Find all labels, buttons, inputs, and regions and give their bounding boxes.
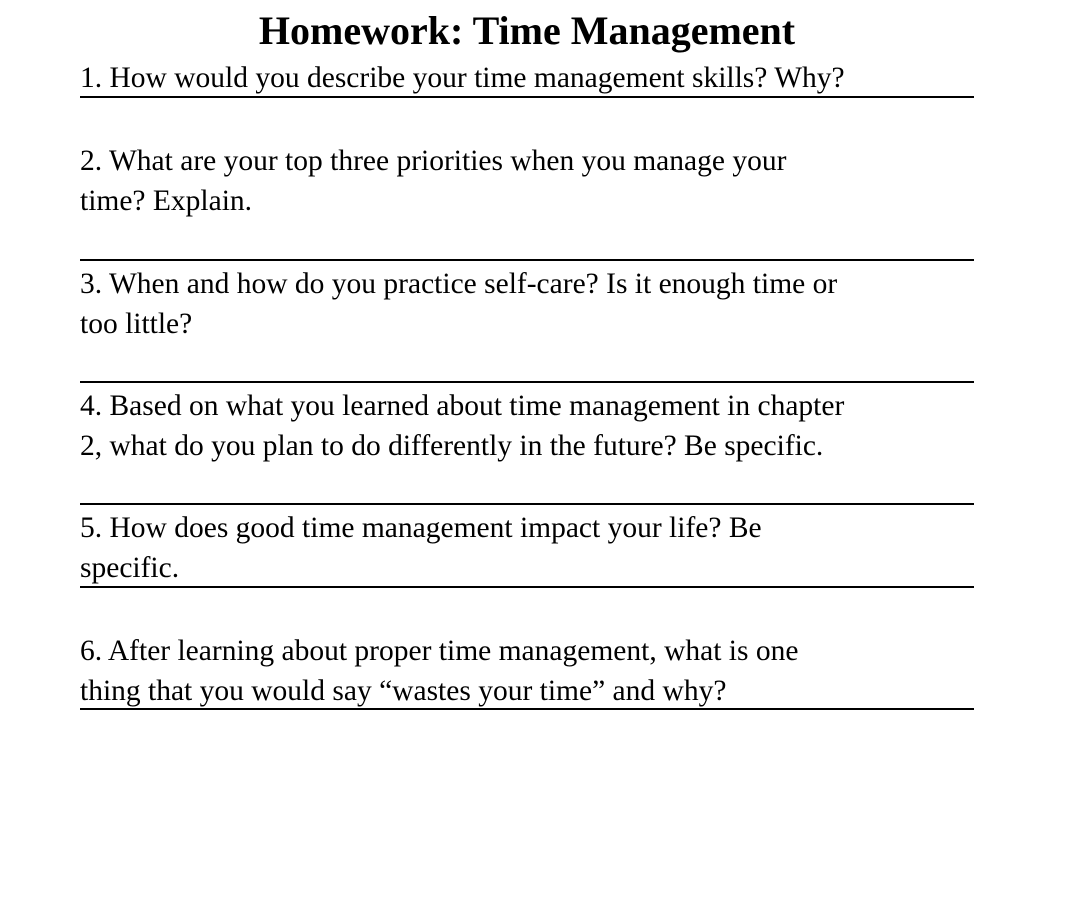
question-6 — [80, 631, 980, 711]
question-6-line-2: thing that you would say “wastes your time” and why? — [80, 675, 727, 707]
question-2 — [80, 141, 980, 221]
question-5-line-1: 5. How does good time management impact your life? Be — [80, 512, 762, 544]
question-5 — [80, 508, 980, 588]
answer-line-3[interactable] — [80, 381, 974, 383]
question-3-line-2: too little? — [80, 308, 193, 340]
question-2-line-2: time? Explain. — [80, 185, 253, 217]
page-title: Homework: Time Management — [258, 8, 796, 53]
question-3-line-1: 3. When and how do you practice self-care? Is it enough time or — [80, 268, 838, 300]
question-1 — [80, 58, 980, 98]
question-1-line-1: 1. How would you describe your time management skills? Why? — [80, 62, 845, 94]
question-4 — [80, 386, 980, 466]
question-4-line-2: 2, what do you plan to do differently in the future? Be specific. — [80, 430, 824, 462]
answer-line-5[interactable] — [80, 586, 974, 588]
question-6-line-1: 6. After learning about proper time management, what is one — [80, 635, 799, 667]
question-3 — [80, 264, 980, 344]
answer-line-6[interactable] — [80, 708, 974, 710]
answer-line-2[interactable] — [80, 259, 974, 261]
question-2-line-1: 2. What are your top three priorities when you manage your — [80, 145, 787, 177]
question-4-line-1: 4. Based on what you learned about time management in chapter — [80, 390, 845, 422]
question-5-line-2: specific. — [80, 552, 180, 584]
answer-line-1[interactable] — [80, 96, 974, 98]
answer-line-4[interactable] — [80, 503, 974, 505]
